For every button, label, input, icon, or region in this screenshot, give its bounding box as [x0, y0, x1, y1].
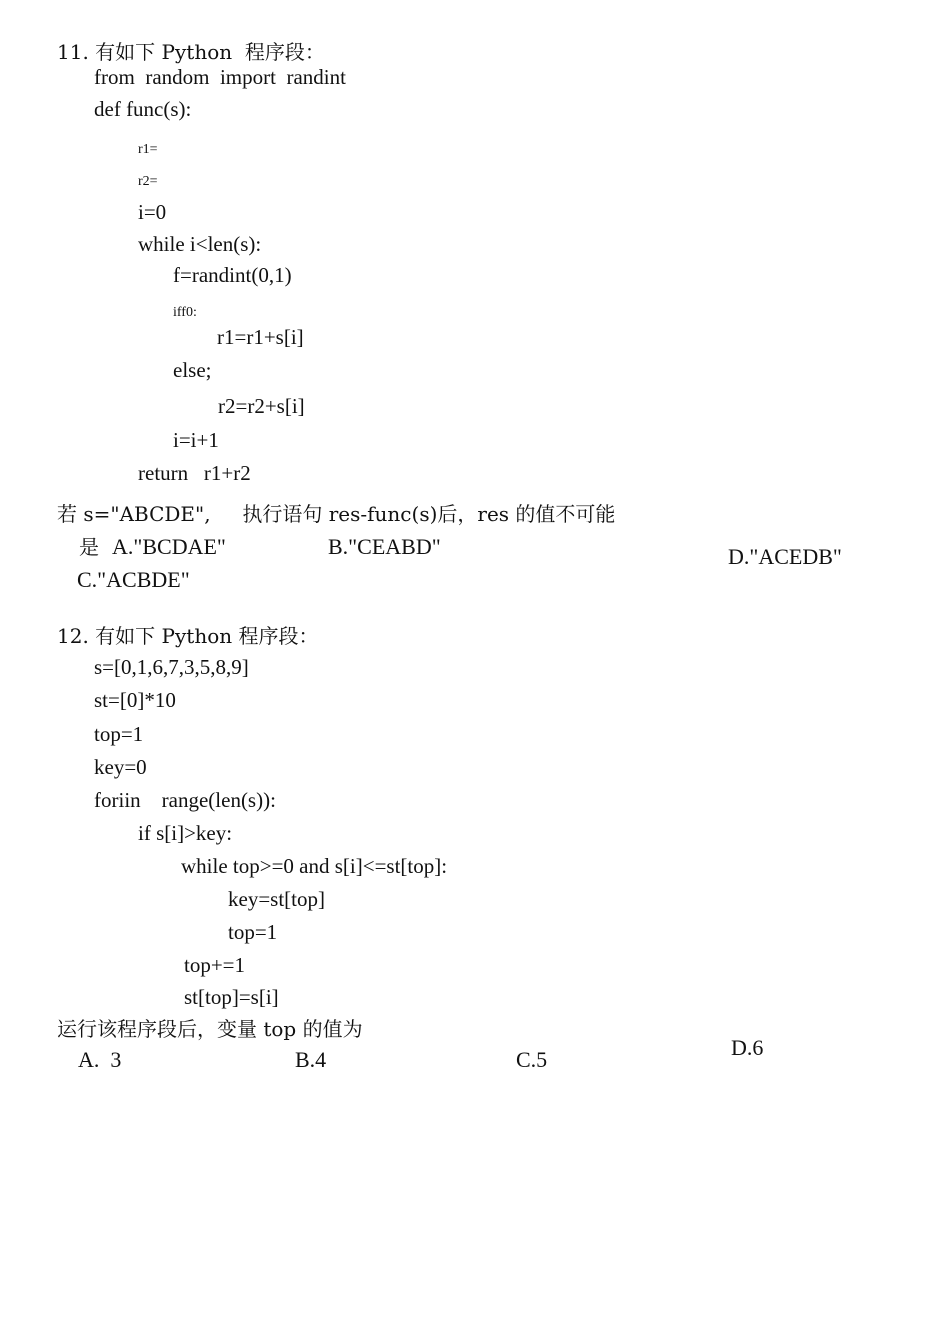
q12-code-line-1: s=[0,1,6,7,3,5,8,9] — [94, 655, 249, 679]
q12-code-line-10: top+=1 — [184, 953, 246, 977]
q12-code-line-11: st[top]=s[i] — [184, 985, 279, 1009]
q12-code-line-7: while top>=0 and s[i]<=st[top]: — [181, 854, 448, 878]
q11-option-c: C."ACBDE" — [77, 567, 190, 592]
q12-code-line-2: st=[0]*10 — [94, 688, 176, 712]
q11-option-a: A."BCDAE" — [112, 534, 226, 559]
q11-option-b: B."CEABD" — [328, 534, 441, 559]
q12-code-line-6: if s[i]>key: — [138, 821, 233, 845]
q11-code-line-5: i=0 — [138, 200, 167, 224]
q11-code-line-13: return r1+r2 — [138, 461, 251, 485]
q12-code-line-3: top=1 — [94, 722, 144, 746]
q12-option-b: B.4 — [295, 1047, 327, 1072]
q12-option-d: D.6 — [731, 1035, 764, 1060]
q12-code-line-9: top=1 — [228, 920, 278, 944]
q11-code-line-6: while i<len(s): — [138, 232, 262, 256]
q12-question: 运行该程序段后，变量 top 的值为 — [57, 1017, 363, 1041]
q11-code-line-9: r1=r1+s[i] — [217, 325, 304, 349]
q11-option-d: D."ACEDB" — [728, 544, 842, 569]
q11-code-line-1: from random import randint — [94, 65, 346, 89]
q11-code-line-11: r2=r2+s[i] — [218, 394, 305, 418]
q11-question: 若 s="ABCDE", 执行语句 res-func(s)后，res 的值不可能 — [57, 502, 616, 526]
q11-code-line-3: r1= — [138, 142, 158, 157]
q11-heading: 11. 有如下 Python 程序段： — [57, 40, 325, 64]
q12-code-line-8: key=st[top] — [228, 887, 325, 911]
q12-heading: 12. 有如下 Python 程序段： — [57, 624, 319, 648]
q12-option-c: C.5 — [516, 1047, 548, 1072]
q11-code-line-12: i=i+1 — [173, 428, 219, 452]
q12-option-a: A. 3 — [78, 1047, 122, 1072]
q11-code-line-10: else; — [173, 358, 212, 382]
q11-code-line-7: f=randint(0,1) — [173, 263, 292, 287]
q12-code-line-5: foriin range(len(s)): — [94, 788, 276, 812]
q11-code-line-4: r2= — [138, 174, 158, 189]
q11-code-line-2: def func(s): — [94, 97, 192, 121]
q11-code-line-8: iff0: — [173, 305, 197, 320]
q12-code-line-4: key=0 — [94, 755, 147, 779]
q11-options-prefix: 是 — [79, 535, 99, 559]
